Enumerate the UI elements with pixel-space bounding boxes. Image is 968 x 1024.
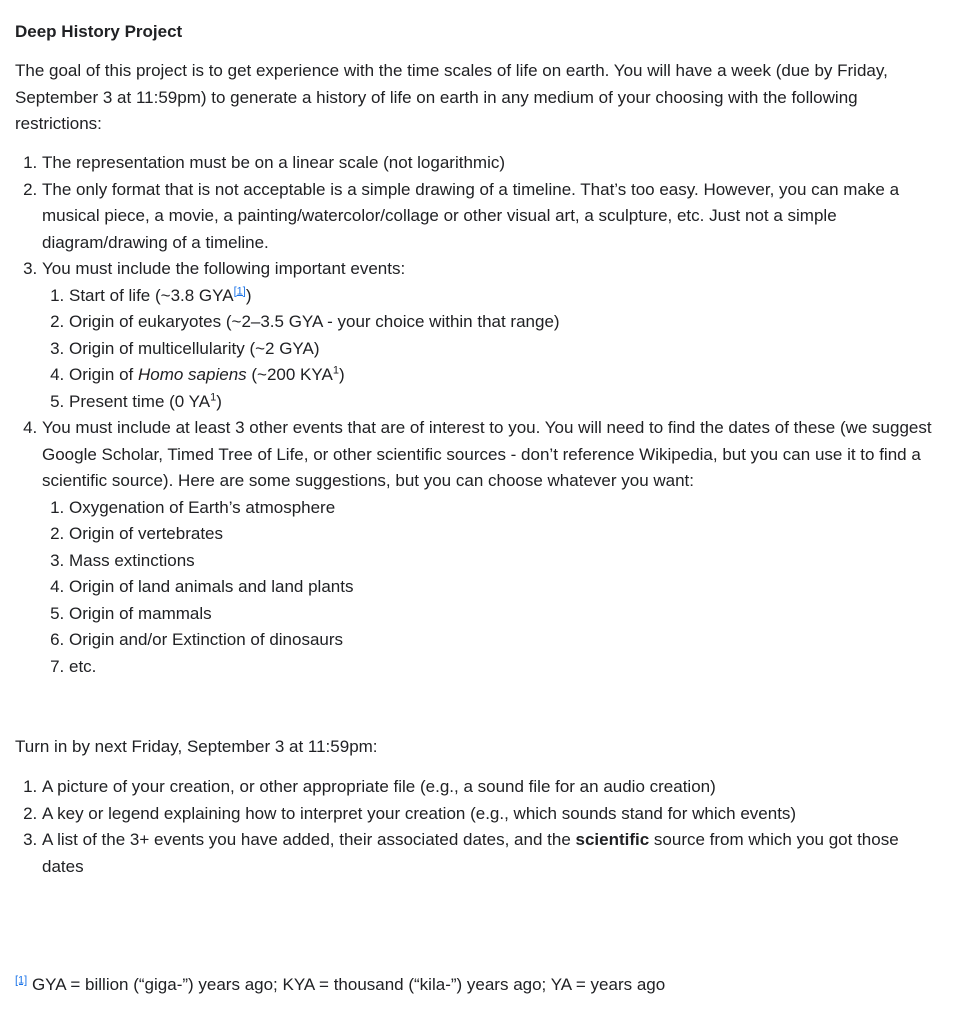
event-text: ) [245,285,252,305]
restriction-text: You must include the following important events: [42,259,406,278]
suggestions-list [42,495,940,681]
footnote-marker: 1 [210,390,217,403]
turnin-text: A key or legend explaining how to interpret your creation (e.g., which sounds stand for which events) [42,803,797,823]
event-text: ) [216,391,222,411]
restrictions-list [15,150,940,680]
emphasis-text: scientific [575,830,650,849]
event-text: Origin of [69,365,138,384]
event-text: Start of life (~3.8 GYA [69,285,234,305]
turnin-text: source from which you got those dates [42,830,899,876]
list-item: 6. Origin and/or Extinction of dinosaurs [69,627,940,654]
important-events-list [42,283,940,416]
footnote-link[interactable]: [1] [233,284,246,297]
list-item [42,256,940,415]
list-item [69,336,940,363]
list-item: 2. Origin of vertebrates [69,521,940,548]
list-item [42,415,940,680]
turnin-list [15,774,940,880]
restriction-text: The only format that is not acceptable is a simple drawing of a timeline. That’s too easy. However, you can make a musical piece, a movie, a painting/watercolor/collage or other visual art, a sculpture, etc. Just not a simple diagram/drawing of a timeline. [42,179,900,252]
event-text: Present time (0 YA [69,391,211,411]
list-item: 1. Oxygenation of Earth’s atmosphere [69,495,940,522]
restriction-text: The representation must be on a linear scale (not logarithmic) [42,153,506,172]
list-item [42,177,940,257]
list-item [69,362,940,389]
turnin-text: A picture of your creation, or other appropriate file (e.g., a sound file for an audio creation) [42,777,716,796]
list-item: 7. etc. [69,654,940,681]
intro-paragraph: The goal of this project is to get experience with the time scales of life on earth. You will have a week (due by Friday, September 3 at 11:59pm) to generate a history of life on earth in any medium of your choosing with the following restrictions: [15,61,888,133]
list-item [69,283,940,310]
event-text: (~200 KYA [246,365,333,384]
event-text: Origin of multicellularity (~2 GYA) [69,338,320,358]
footnote-marker: 1 [332,364,339,377]
list-item [42,827,940,880]
list-item: 5. Origin of mammals [69,601,940,628]
list-item [42,801,940,828]
footnote [15,973,665,997]
restriction-text: You must include at least 3 other events that are of interest to you. You will need to find the dates of these (we suggest Google Scholar, Timed Tree of Life, or other scientific sources - don’t reference Wikipedia, but you can use it to find a scientific source). Here are some suggestions, but you can choose whatever you want: [42,418,932,490]
list-item [42,150,940,177]
footnote-text: GYA = billion (“giga-”) years ago; KYA = thousand (“kila-”) years ago; YA = years ago [27,975,666,994]
event-text: Origin of eukaryotes (~2–3.5 GYA - your choice within that range) [69,312,560,331]
list-item: 4. Origin of land animals and land plants [69,574,940,601]
turnin-list-block [15,774,940,880]
restrictions-list-block [15,150,940,680]
species-name: Homo sapiens [137,365,247,384]
turnin-heading: Turn in by next Friday, September 3 at 11:59pm: [15,737,378,756]
list-item: 3. Mass extinctions [69,548,940,575]
footnote-backlink[interactable]: [1] [15,974,28,987]
list-item [42,774,940,801]
event-text: ) [338,365,345,384]
list-item [69,389,940,416]
list-item [69,309,940,336]
page-title: Deep History Project [15,22,183,41]
turnin-text: A list of the 3+ events you have added, their associated dates, and the [42,830,576,849]
